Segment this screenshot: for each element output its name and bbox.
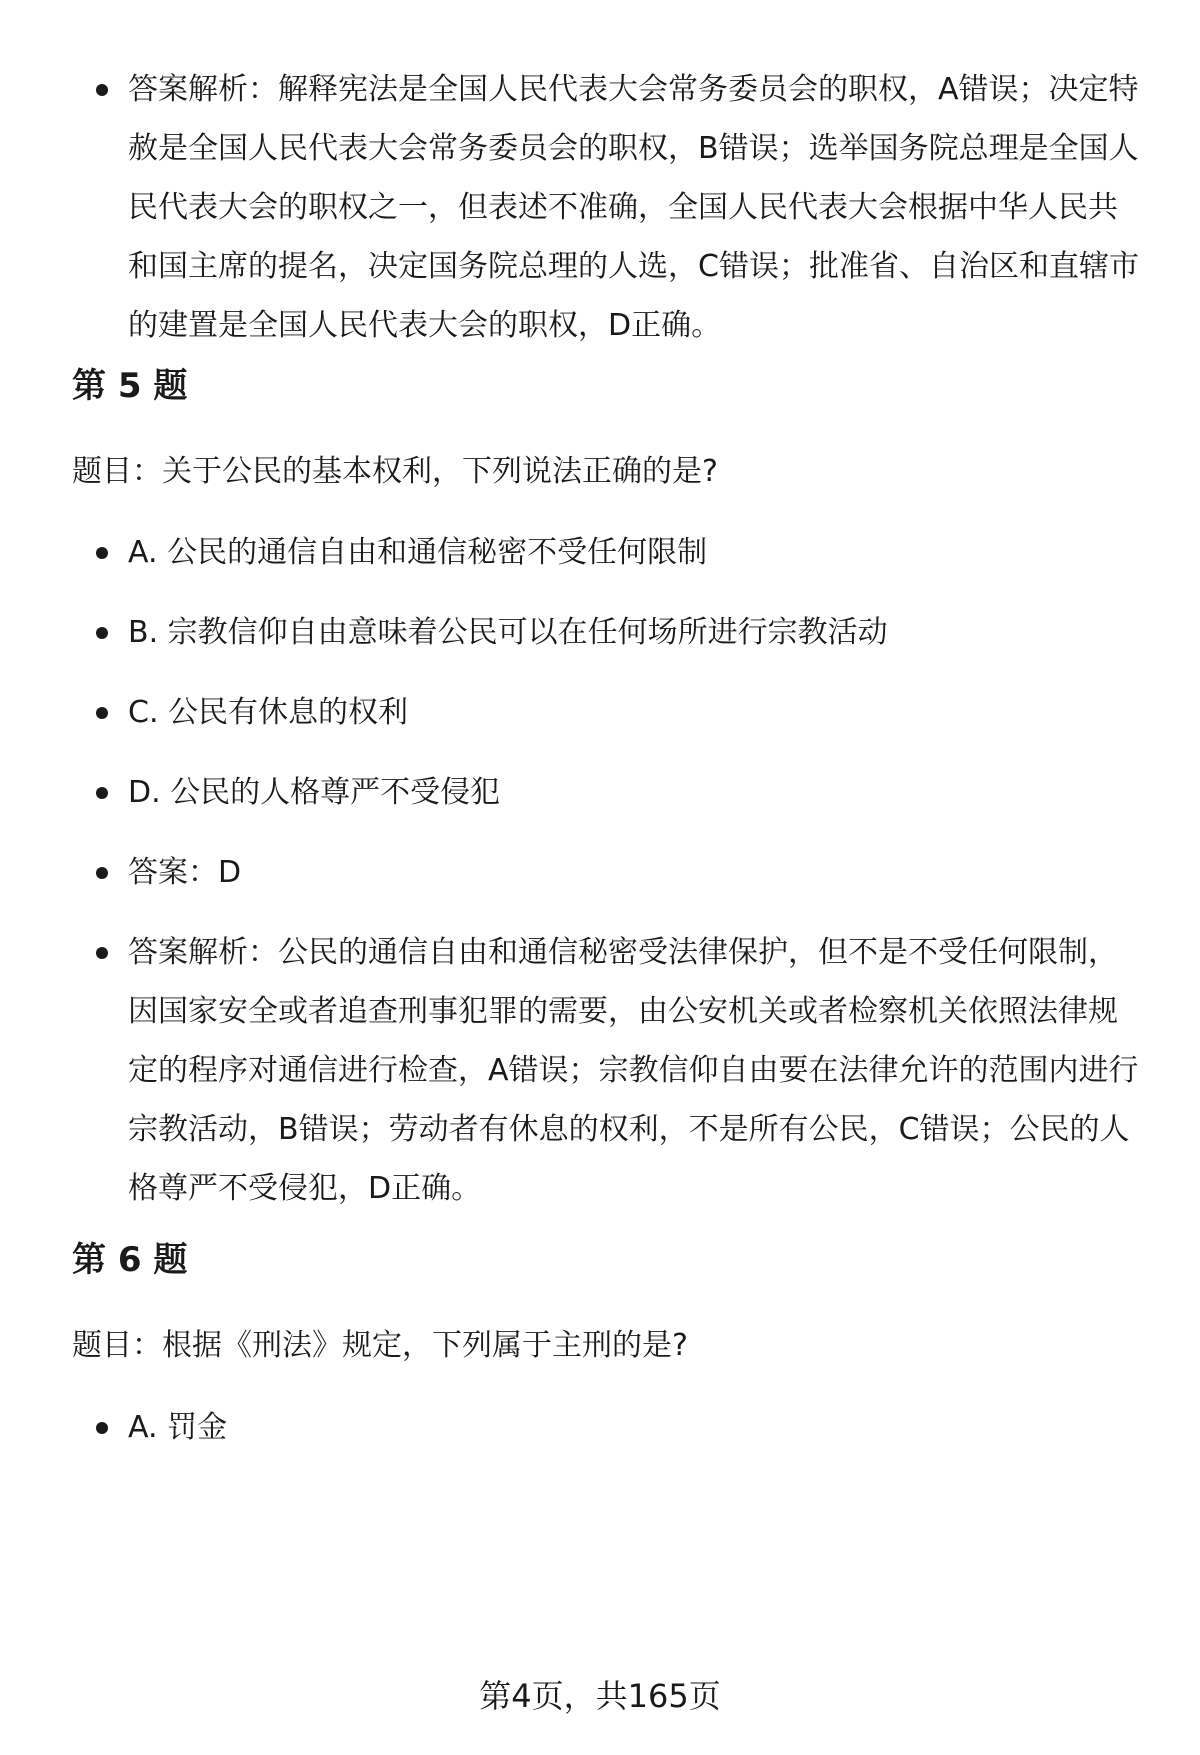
answer-item (0, 843, 1200, 902)
bullet-icon (96, 1422, 108, 1434)
prev-question-list (0, 60, 1200, 355)
option-text: A. 罚金 (128, 1410, 228, 1445)
option-item (0, 603, 1200, 662)
answer-text: 答案：D (128, 855, 242, 890)
option-text: C. 公民有休息的权利 (128, 695, 409, 730)
question-header: 第 6 题 (72, 1240, 188, 1280)
question-stem: 题目：关于公民的基本权利，下列说法正确的是? (72, 454, 718, 489)
bullet-icon (96, 947, 108, 959)
bullet-icon (96, 627, 108, 639)
bullet-icon (96, 707, 108, 719)
bullet-icon (96, 84, 108, 96)
analysis-item (0, 923, 1200, 1218)
bullet-icon (96, 787, 108, 799)
option-item (0, 523, 1200, 582)
option-item (0, 683, 1200, 742)
question-header: 第 5 题 (72, 366, 188, 406)
options-list (0, 523, 1200, 1218)
bullet-icon (96, 867, 108, 879)
option-text: D. 公民的人格尊严不受侵犯 (128, 775, 501, 810)
bullet-icon (96, 547, 108, 559)
list-item (0, 60, 1200, 355)
option-item (0, 763, 1200, 822)
option-text: B. 宗教信仰自由意味着公民可以在任何场所进行宗教活动 (128, 615, 888, 650)
answer-analysis: 答案解析：公民的通信自由和通信秘密受法律保护，但不是不受任何限制，因国家安全或者追查刑事犯罪的需要，由公安机关或者检察机关依照法律规定的程序对通信进行检查，A错误；宗教信仰自由要在法律允许的范围内进行宗教活动，B错误；劳动者有休息的权利，不是所有公民，C错误；公民的人格尊严不受侵犯，D正确。 (128, 935, 1139, 1206)
options-list (0, 1398, 1200, 1457)
option-text: A. 公民的通信自由和通信秘密不受任何限制 (128, 535, 708, 570)
page-number: 第4页，共165页 (479, 1677, 721, 1715)
option-item (0, 1398, 1200, 1457)
answer-analysis: 答案解析：解释宪法是全国人民代表大会常务委员会的职权，A错误；决定特赦是全国人民代表大会常务委员会的职权，B错误；选举国务院总理是全国人民代表大会的职权之一，但表述不准确，全国人民代表大会根据中华人民共和国主席的提名，决定国务院总理的人选，C错误；批准省、自治区和直辖市的建置是全国人民代表大会的职权，D正确。 (128, 72, 1139, 343)
question-stem: 题目：根据《刑法》规定，下列属于主刑的是? (72, 1328, 688, 1363)
